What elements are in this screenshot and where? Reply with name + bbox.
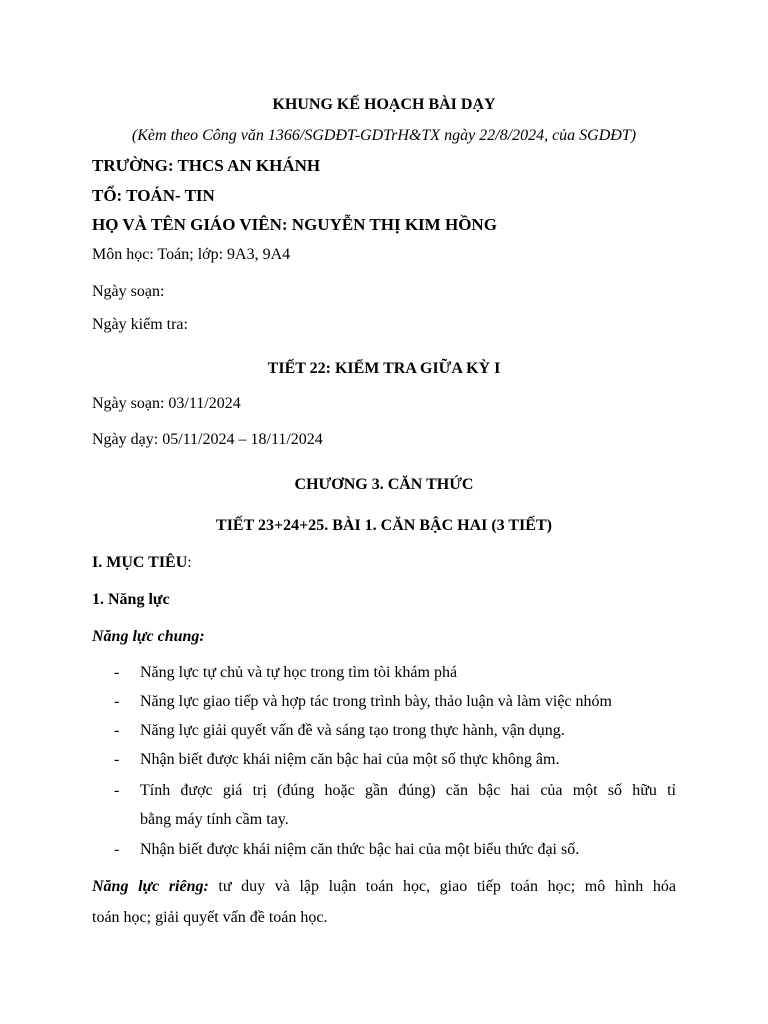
subject-line: Môn học: Toán; lớp: 9A3, 9A4 <box>92 246 291 263</box>
lesson22-title: TIẾT 22: KIỂM TRA GIỮA KỲ I <box>267 360 501 377</box>
group-name: TỔ: TOÁN- TIN <box>92 186 215 205</box>
general-competence-label: Năng lực chung: <box>92 628 205 645</box>
bullet-dash: - <box>114 782 120 799</box>
bullet-dash: - <box>114 751 120 768</box>
bullet-dash: - <box>114 693 120 710</box>
competence-heading: 1. Năng lực <box>92 591 170 608</box>
bullet-dash: - <box>114 841 120 858</box>
objectives-heading <box>92 555 192 571</box>
specific-competence-text-continued: toán học; giải quyết vấn đề toán học. <box>92 909 328 926</box>
teacher-name: HỌ VÀ TÊN GIÁO VIÊN: NGUYỄN THỊ KIM HỒNG <box>92 215 497 234</box>
specific-competence-text: tư duy và lập luận toán học, giao tiếp toán học; mô hình hóa <box>208 878 676 895</box>
lesson22-teach-date: Ngày dạy: 05/11/2024 – 18/11/2024 <box>92 431 323 448</box>
document-subtitle: (Kèm theo Công văn 1366/SGDĐT-GDTrH&TX ngày 22/8/2024, của SGDĐT) <box>131 127 637 144</box>
bullet-dash: - <box>114 722 120 739</box>
lesson-title: TIẾT 23+24+25. BÀI 1. CĂN BẬC HAI (3 TIẾT) <box>216 517 552 534</box>
lesson22-prep-date: Ngày soạn: 03/11/2024 <box>92 395 241 412</box>
test-date-label: Ngày kiểm tra: <box>92 316 188 333</box>
bullet-text: Nhận biết được khái niệm căn thức bậc hai của một biểu thức đại số. <box>140 841 580 858</box>
chapter-title: CHƯƠNG 3. CĂN THỨC <box>294 476 474 493</box>
bullet-text: Năng lực giao tiếp và hợp tác trong trình bày, thảo luận và làm việc nhóm <box>140 693 612 710</box>
specific-competence-line <box>92 871 676 902</box>
bullet-text: Năng lực giải quyết vấn đề và sáng tạo trong thực hành, vận dụng. <box>140 722 565 739</box>
bullet-text: Năng lực tự chủ và tự học trong tìm tòi khám phá <box>140 664 458 681</box>
bullet-text: Tính được giá trị (đúng hoặc gần đúng) căn bậc hai của một số hữu tỉ <box>140 782 676 799</box>
prep-date-label: Ngày soạn: <box>92 283 165 300</box>
bullet-text: Nhận biết được khái niệm căn bậc hai của một số thực không âm. <box>140 751 560 768</box>
bullet-dash: - <box>114 664 120 681</box>
objectives-heading-colon: : <box>187 554 192 571</box>
bullet-text: bằng máy tính cầm tay. <box>140 811 289 828</box>
specific-competence-label: Năng lực riêng: <box>92 878 209 895</box>
school-name: TRƯỜNG: THCS AN KHÁNH <box>92 156 321 175</box>
specific-competence-paragraph <box>92 871 676 933</box>
objectives-heading-text: I. MỤC TIÊU <box>92 554 188 571</box>
document-title: KHUNG KẾ HOẠCH BÀI DẠY <box>272 96 496 113</box>
